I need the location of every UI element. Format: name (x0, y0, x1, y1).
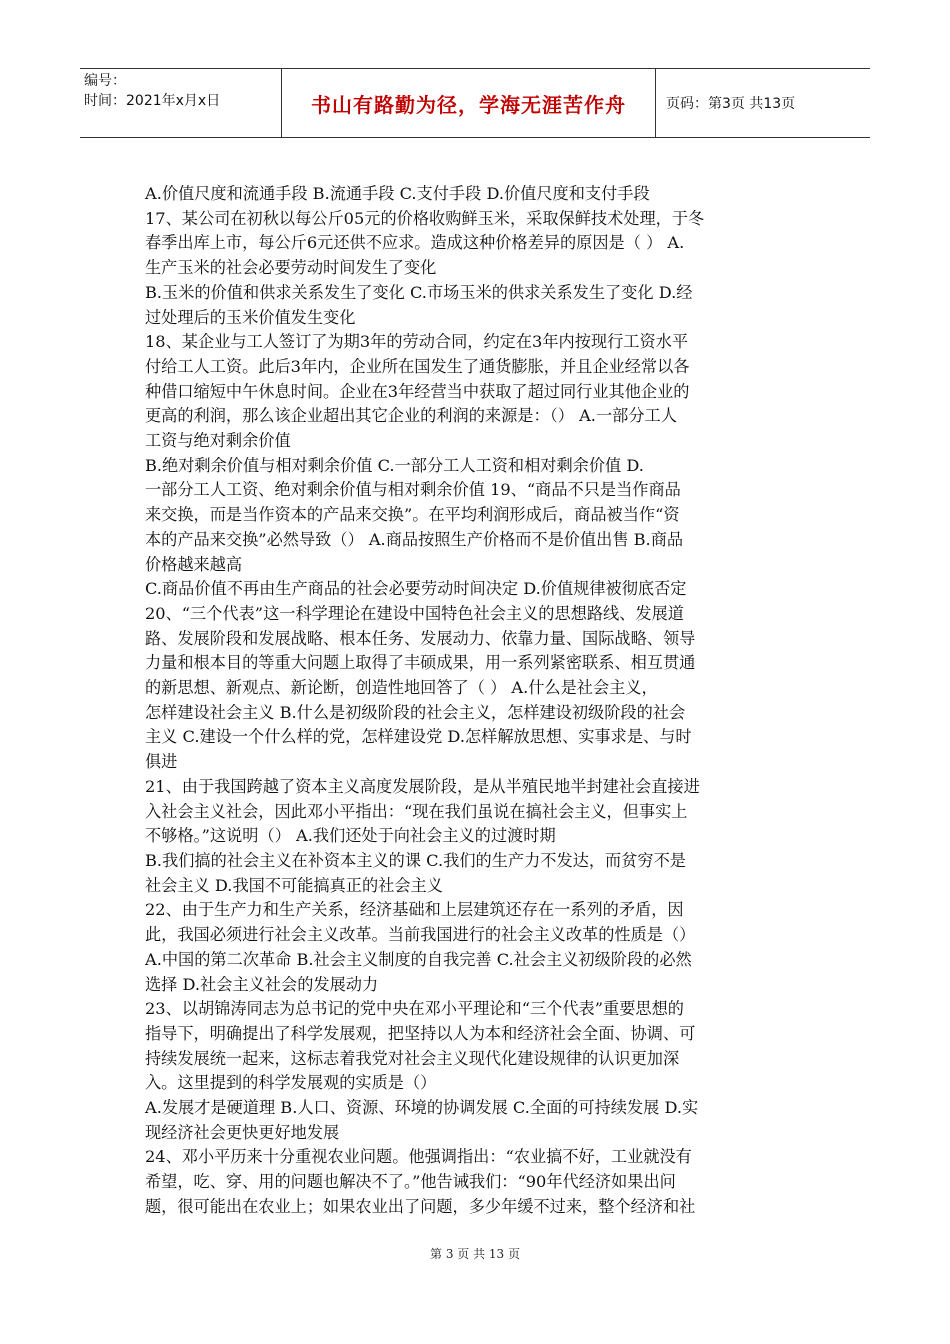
text-line: 17、某公司在初秋以每公斤05元的价格收购鲜玉米，采取保鲜技术处理，于冬 (145, 208, 705, 228)
text-line: 选择 D.社会主义社会的发展动力 (145, 974, 379, 994)
text-line: 不够格。”这说明（） A.我们还处于向社会主义的过渡时期 (145, 826, 556, 846)
text-line: 此，我国必须进行社会主义改革。当前我国进行的社会主义改革的性质是（） (145, 925, 696, 945)
text-line: 现经济社会更快更好地发展 (145, 1122, 340, 1142)
text-line: 24、邓小平历来十分重视农业问题。他强调指出：“农业搞不好，工业就没有 (145, 1147, 692, 1167)
text-line: 持续发展统一起来，这标志着我党对社会主义现代化建设规律的认识更加深 (145, 1048, 680, 1068)
text-line: 俱进 (145, 752, 178, 772)
text-line: B.绝对剩余价值与相对剩余价值 C.一部分工人工资和相对剩余价值 D. (145, 455, 644, 475)
page-footer: 第 3 页 共 13 页 (430, 1247, 520, 1261)
text-line: A.中国的第二次革命 B.社会主义制度的自我完善 C.社会主义初级阶段的必然 (145, 949, 692, 969)
document-number-label: 编号： (84, 73, 126, 89)
text-line: 过处理后的玉米价值发生变化 (145, 307, 356, 327)
text-line: A.发展才是硬道理 B.人口、资源、环境的协调发展 C.全面的可持续发展 D.实 (145, 1098, 699, 1118)
page-header (80, 68, 870, 138)
text-line: 指导下，明确提出了科学发展观，把坚持以人为本和经济社会全面、协调、可 (145, 1023, 696, 1043)
text-line: 一部分工人工资、绝对剩余价值与相对剩余价值 19、“商品不只是当作商品 (145, 480, 681, 500)
header-page-info-cell (656, 69, 870, 137)
text-line: 付给工人工资。此后3年内，企业所在国发生了通货膨胀，并且企业经常以各 (145, 356, 690, 376)
header-page-info: 页码：第3页 共13页 (666, 96, 796, 112)
text-line: 希望，吃、穿、用的问题也解决不了。”他告诫我们：“90年代经济如果出问 (145, 1172, 676, 1192)
text-line: 怎样建设社会主义 B.什么是初级阶段的社会主义，怎样建设初级阶段的社会 (145, 702, 686, 722)
text-line: 工资与绝对剩余价值 (145, 431, 291, 451)
header-motto-cell (282, 69, 656, 137)
text-line: 来交换，而是当作资本的产品来交换”。在平均利润形成后，商品被当作“资 (145, 505, 680, 525)
text-line: 21、由于我国跨越了资本主义高度发展阶段，是从半殖民地半封建社会直接进 (145, 776, 700, 796)
text-line: 更高的利润，那么该企业超出其它企业的利润的来源是：（） A.一部分工人 (145, 406, 677, 426)
document-date: 时间：2021年x月x日 (84, 93, 221, 109)
text-line: 22、由于生产力和生产关系，经济基础和上层建筑还存在一系列的矛盾，因 (145, 900, 684, 920)
text-line: 春季出库上市，每公斤6元还供不应求。造成这种价格差异的原因是（ ） A. (145, 233, 685, 253)
text-line: 价格越来越高 (145, 554, 243, 574)
text-line: 力量和根本目的等重大问题上取得了丰硕成果，用一系列紧密联系、相互贯通 (145, 653, 696, 673)
text-line: C.商品价值不再由生产商品的社会必要劳动时间决定 D.价值规律被彻底否定 (145, 579, 687, 599)
header-motto: 书山有路勤为径，学海无涯苦作舟 (311, 92, 626, 117)
text-line: B.玉米的价值和供求关系发生了变化 C.市场玉米的供求关系发生了变化 D.经 (145, 282, 693, 302)
text-line: 18、某企业与工人签订了为期3年的劳动合同，约定在3年内按现行工资水平 (145, 332, 689, 352)
text-line: 路、发展阶段和发展战略、根本任务、发展动力、依靠力量、国际战略、领导 (145, 628, 696, 648)
text-line: 23、以胡锦涛同志为总书记的党中央在邓小平理论和“三个代表”重要思想的 (145, 999, 684, 1019)
text-line: 入。这里提到的科学发展观的实质是（） (145, 1073, 437, 1093)
text-line: B.我们搞的社会主义在补资本主义的课 C.我们的生产力不发达，而贫穷不是 (145, 850, 686, 870)
text-line: 入社会主义社会，因此邓小平指出：“现在我们虽说在搞社会主义，但事实上 (145, 801, 688, 821)
text-line: 本的产品来交换”必然导致（） A.商品按照生产价格而不是价值出售 B.商品 (145, 529, 684, 549)
document-body (145, 182, 805, 1220)
header-meta (80, 69, 282, 137)
text-line: 生产玉米的社会必要劳动时间发生了变化 (145, 258, 437, 278)
text-line: A.价值尺度和流通手段 B.流通手段 C.支付手段 D.价值尺度和支付手段 (145, 184, 650, 203)
text-line: 题，很可能出在农业上；如果农业出了问题，多少年缓不过来，整个经济和社 (145, 1196, 696, 1216)
text-line: 主义 C.建设一个什么样的党，怎样建设党 D.怎样解放思想、实事求是、与时 (145, 727, 692, 747)
text-line: 社会主义 D.我国不可能搞真正的社会主义 (145, 875, 443, 895)
text-line: 的新思想、新观点、新论断，创造性地回答了（ ） A.什么是社会主义， (145, 678, 658, 698)
text-line: 种借口缩短中午休息时间。企业在3年经营当中获取了超过同行业其他企业的 (145, 381, 690, 401)
text-line: 20、“三个代表”这一科学理论在建设中国特色社会主义的思想路线、发展道 (145, 603, 684, 623)
